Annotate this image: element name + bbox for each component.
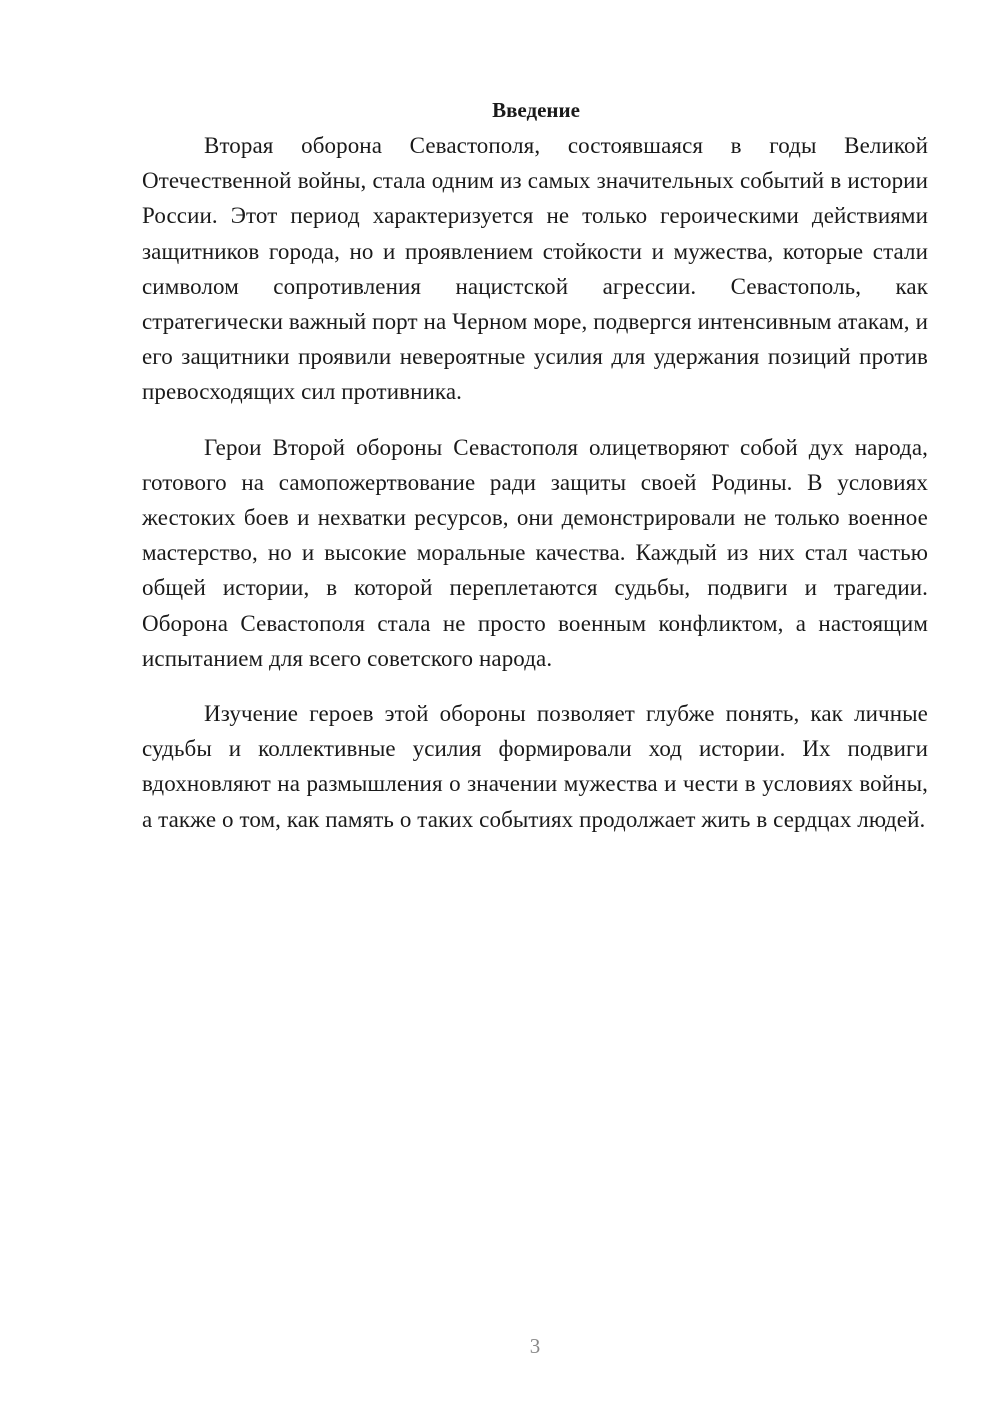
paragraph-3: Изучение героев этой обороны позволяет глубже понять, как личные судьбы и коллективные усилия формировали ход истории. Их подвиги вдохновляют на размышления о значении мужества и чести в условиях войны, а также о том, как память о таких событиях продолжает жить в сердцах людей. bbox=[142, 701, 928, 832]
section-heading: Введение bbox=[492, 98, 580, 122]
paragraph-1: Вторая оборона Севастополя, состоявшаяся в годы Великой Отечественной войны, стала одним из самых значительных событий в истории России. Этот период характеризуется не только героическими действиями защитников города, но и проявлением стойкости и мужества, которые стали символом сопротивления нацистской агрессии. Севастополь, как стратегически важный порт на Черном море, подвергся интенсивным атакам, и его защитники проявили невероятные усилия для удержания позиций против превосходящих сил противника. bbox=[142, 133, 928, 405]
page-content bbox=[142, 92, 928, 837]
paragraph-2: Герои Второй обороны Севастополя олицетворяют собой дух народа, готового на самопожертвование ради защиты своей Родины. В условиях жестоких боев и нехватки ресурсов, они демонстрировали не только военное мастерство, но и высокие моральные качества. Каждый из них стал частью общей истории, в которой переплетаются судьбы, подвиги и трагедии. Оборона Севастополя стала не просто военным конфликтом, а настоящим испытанием для всего советского народа. bbox=[142, 434, 928, 671]
page-number: 3 bbox=[529, 1334, 541, 1358]
